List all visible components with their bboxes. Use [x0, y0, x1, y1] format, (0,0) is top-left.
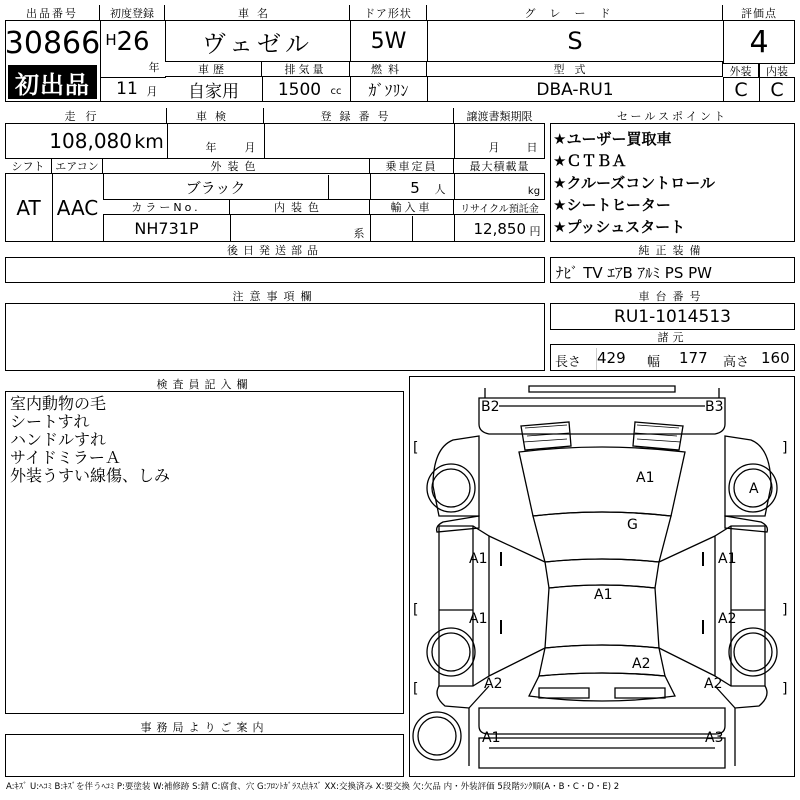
inspector-line: 外装うすい線傷、しみ — [10, 466, 171, 485]
displacement-unit: cc — [330, 85, 342, 97]
bracket-left-1: [ — [413, 440, 419, 456]
car-name-label: 車名 — [165, 5, 350, 21]
fuel: ｶﾞｿﾘﾝ — [368, 81, 409, 100]
recycle: 12,850 — [473, 220, 526, 238]
int-color-label: 内装色 — [230, 200, 370, 215]
aircon-label: エアコン — [52, 159, 103, 174]
bracket-right-3: ] — [782, 681, 788, 697]
mark-roof: G — [627, 517, 638, 533]
import-label: 輸入車 — [370, 200, 454, 215]
mark-rear-left-quarter: A2 — [484, 676, 503, 692]
score: 4 — [749, 24, 769, 60]
chassis-number: RU1-1014513 — [614, 307, 731, 327]
legend: A:ｷｽﾞ U:ﾍｺﾐ B:ｷｽﾞを伴うﾍｺﾐ P:要塗装 W:補修跡 S:錆 C:腐食、穴 G:ﾌﾛﾝﾄｶﾞﾗｽ点ｷｽﾞ XX:交換済み X:要交換 欠:欠品 内・外装評価 5段階ﾗﾝｸ順(A・B・C・D・E) 2 — [6, 782, 620, 792]
model: DBA-RU1 — [536, 79, 614, 100]
history: 自家用 — [188, 82, 239, 102]
mark-rear-right-door: A2 — [718, 611, 737, 627]
lot-label: 出品番号 — [5, 5, 100, 21]
chassis-label: 車台番号 — [550, 288, 795, 304]
ext-color-label: 外装色 — [103, 159, 370, 174]
aircon: AAC — [56, 195, 99, 220]
reg-no-label: 登録番号 — [264, 108, 454, 124]
int-grade-label: 内装 — [759, 64, 795, 78]
car-name: ヴェゼル — [201, 29, 314, 58]
grade: S — [567, 27, 583, 55]
mark-rear-right: A3 — [705, 730, 724, 746]
transfer-month-unit: 月 — [488, 141, 500, 154]
mark-front-wheel-right: A — [749, 481, 759, 497]
grade-label: グレード — [427, 5, 723, 21]
mark-rear-left: A1 — [482, 730, 501, 746]
fuel-label: 燃料 — [350, 62, 427, 77]
mark-b2: B2 — [481, 399, 500, 415]
width-label: 幅 — [647, 355, 661, 370]
bracket-right-1: ] — [782, 440, 788, 456]
length: 429 — [597, 349, 626, 367]
first-reg-month: 11 — [116, 79, 138, 99]
notes-label: 注意事項欄 — [5, 288, 545, 304]
sales-point-item: ★シートヒーター — [553, 196, 671, 214]
dimensions-label: 諸元 — [550, 330, 795, 345]
mark-hood: A1 — [636, 470, 655, 486]
bracket-left-3: [ — [413, 681, 419, 697]
int-color-unit: 系 — [353, 227, 365, 240]
model-label: 型式 — [427, 62, 723, 77]
mark-front-left-door: A1 — [469, 551, 488, 567]
inspector-label: 検査員記入欄 — [5, 376, 404, 392]
inspection-label: 車検 — [167, 108, 264, 124]
max-load-label: 最大積載量 — [454, 159, 545, 174]
mark-trunk: A2 — [632, 656, 651, 672]
shift-label: シフト — [5, 159, 52, 174]
year-unit: 年 — [148, 61, 160, 74]
office-label: 事務局よりご案内 — [5, 719, 404, 735]
sales-point-item: ★プッシュスタート — [553, 218, 686, 236]
recycle-label: リサイクル預託金 — [454, 200, 545, 215]
inspector-line: シートすれ — [10, 412, 90, 431]
first-listing-badge: 初出品 — [8, 65, 97, 99]
sales-points-list — [553, 128, 793, 238]
color-no-label: カラーNo. — [103, 200, 230, 215]
sales-point-item: ★クルーズコントロール — [553, 174, 715, 192]
capacity-label: 乗車定員 — [370, 159, 454, 174]
length-label: 長さ — [555, 355, 582, 370]
sales-point-item: ★ユーザー買取車 — [553, 130, 672, 148]
mileage: 108,080 — [49, 129, 132, 153]
ext-grade: C — [734, 79, 748, 101]
first-reg-year: 26 — [116, 27, 150, 57]
mark-rear-left-door: A1 — [469, 611, 488, 627]
mark-rear-right-quarter: A2 — [704, 676, 723, 692]
sales-points-label: セールスポイント — [550, 108, 795, 124]
ext-grade-label: 外装 — [723, 64, 759, 78]
width: 177 — [679, 349, 708, 367]
mark-center: A1 — [594, 587, 613, 603]
mileage-unit: km — [134, 131, 164, 153]
score-label: 評価点 — [723, 5, 795, 21]
transfer-doc-label: 譲渡書類期限 — [454, 108, 545, 124]
inspector-line: 室内動物の毛 — [10, 394, 107, 413]
inspector-line: ハンドルすれ — [10, 430, 107, 449]
equipment: ﾅﾋﾞ TV ｴｱB ｱﾙﾐ PS PW — [556, 264, 712, 282]
month-unit: 月 — [146, 85, 158, 98]
recycle-unit: 円 — [529, 225, 541, 238]
mileage-label: 走行 — [5, 108, 167, 124]
inspection-year-unit: 年 — [205, 141, 217, 154]
displacement: 1500 — [277, 79, 322, 100]
lot-number: 30866 — [4, 25, 101, 61]
door-type: 5W — [370, 28, 407, 54]
max-load-unit: kg — [527, 185, 541, 197]
equipment-label: 純正装備 — [550, 242, 795, 258]
height: 160 — [761, 349, 790, 367]
ext-color: ブラック — [185, 178, 246, 197]
bracket-right-2: ] — [782, 602, 788, 618]
later-parts-label: 後日発送部品 — [5, 242, 545, 258]
era: H — [105, 31, 117, 49]
bracket-left-2: [ — [413, 602, 419, 618]
transfer-day-unit: 日 — [526, 141, 538, 154]
history-label: 車歴 — [165, 62, 262, 77]
dimensions-row — [555, 349, 793, 369]
inspector-notes — [10, 395, 400, 485]
capacity: 5 — [410, 179, 420, 197]
car-outline-drawing — [409, 376, 795, 777]
sales-point-item: ★ＣＴＢＡ — [553, 152, 627, 170]
displacement-label: 排気量 — [262, 62, 350, 77]
capacity-unit: 人 — [434, 183, 446, 196]
color-no: NH731P — [134, 219, 199, 238]
first-reg-label: 初度登録 — [100, 5, 165, 21]
mark-b3: B3 — [705, 399, 724, 415]
int-grade: C — [770, 79, 784, 101]
height-label: 高さ — [723, 355, 750, 370]
mark-front-right-door: A1 — [718, 551, 737, 567]
shift: AT — [16, 195, 41, 220]
door-label: ドア形状 — [350, 5, 427, 21]
inspection-month-unit: 月 — [244, 141, 256, 154]
inspector-line: サイドミラーＡ — [10, 448, 121, 467]
